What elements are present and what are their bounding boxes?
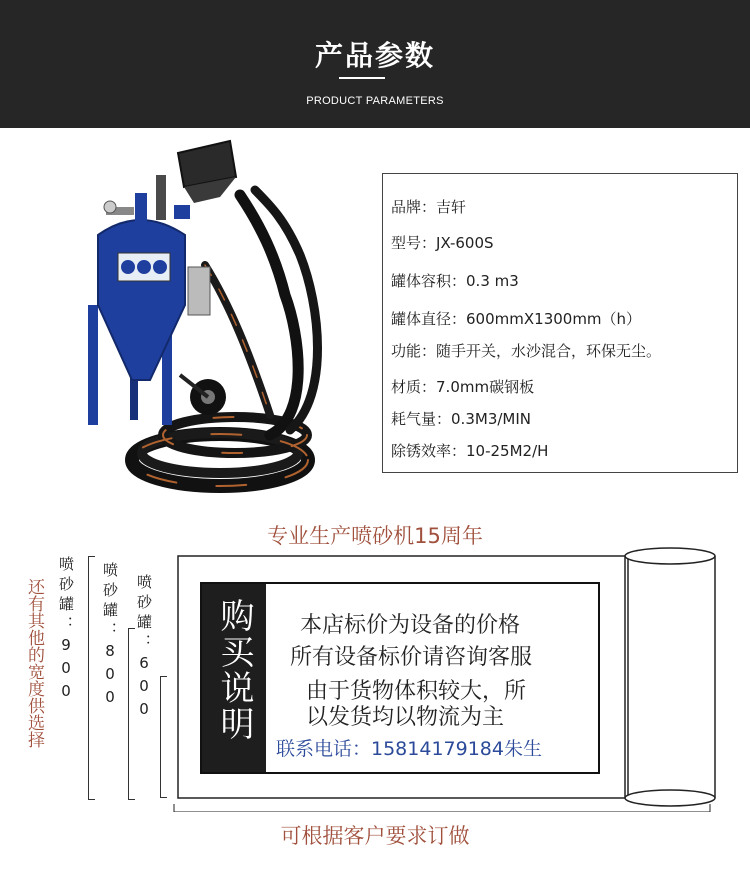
bracket-800 (128, 628, 129, 800)
spec-row-brand: 品牌：吉轩 (391, 198, 467, 216)
contact-phone: 联系电话：15814179184朱生 (276, 738, 542, 760)
spec-row-efficiency: 除锈效率：10-25M2/H (391, 442, 549, 460)
bracket-600 (160, 676, 161, 798)
spec-row-material: 材质：7.0mm碳钢板 (391, 378, 535, 396)
notice-title-panel (202, 584, 266, 772)
width-options-note: 还有其他的宽度供选择 (24, 578, 44, 748)
spec-row-function: 功能：随手开关，水沙混合，环保无尘。 (391, 342, 662, 360)
notice-line-2: 所有设备标价请咨询客服 (290, 645, 533, 670)
notice-line-4: 以发货均以物流为主 (306, 705, 505, 730)
tank-size-900: 喷砂罐：900 (57, 556, 75, 705)
spec-row-diameter: 罐体直径：600mmX1300mm（h） (391, 310, 642, 328)
purchase-notice (200, 582, 600, 774)
notice-line-3: 由于货物体积较大，所 (306, 679, 527, 704)
spec-table (382, 173, 738, 473)
notice-line-1: 本店标价为设备的价格 (300, 613, 521, 638)
tank-size-800: 喷砂罐：800 (101, 562, 119, 711)
bracket-900 (88, 556, 89, 800)
title-divider (339, 77, 385, 79)
spec-row-air-consumption: 耗气量：0.3M3/MIN (391, 410, 531, 428)
sandblaster-machine-image (70, 135, 340, 505)
page-subtitle: PRODUCT PARAMETERS (306, 95, 444, 107)
spec-row-model: 型号：JX-600S (391, 234, 494, 252)
tank-size-600: 喷砂罐：600 (135, 574, 153, 723)
spec-row-volume: 罐体容积：0.3 m3 (391, 272, 519, 290)
page-title: 产品参数 (314, 39, 435, 72)
tagline-years: 专业生产喷砂机15周年 (267, 524, 483, 548)
page-header (0, 0, 750, 128)
notice-title: 购买说明 (214, 598, 254, 742)
tagline-custom: 可根据客户要求订做 (280, 824, 470, 848)
